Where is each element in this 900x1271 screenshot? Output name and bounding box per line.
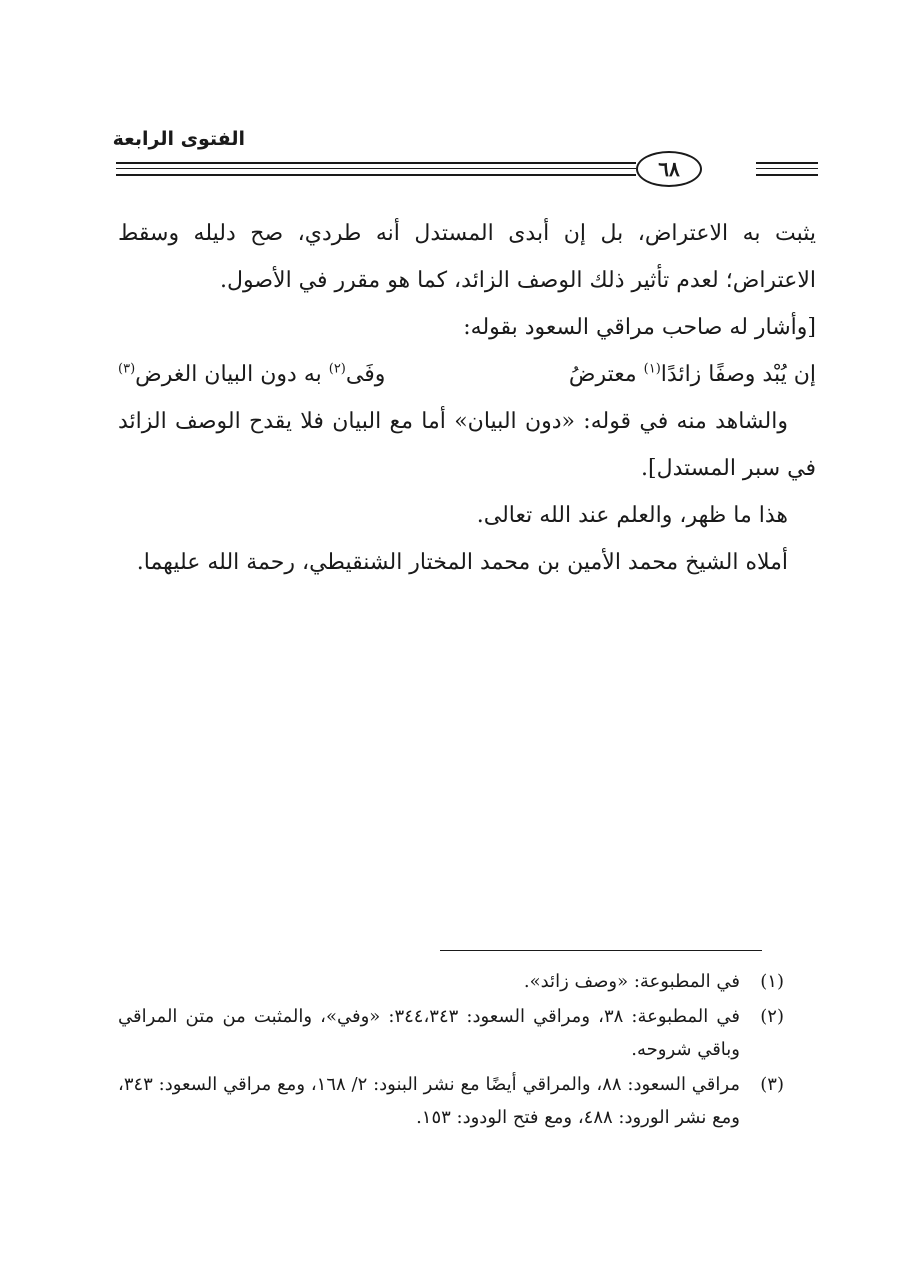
- footnote-text: مراقي السعود: ٨٨، والمراقي أيضًا مع نشر البنود: ٢/ ١٦٨، ومع مراقي السعود: ٣٤٣، ومع نشر الورود: ٤٨٨، ومع فتح الودود: ١٥٣.: [118, 1074, 740, 1128]
- verse-first-hemistich: [569, 351, 816, 398]
- footnote-number: (١): [760, 971, 784, 992]
- footnote: [118, 1068, 784, 1134]
- footnote-text: في المطبوعة: ٣٨، ومراقي السعود: ٣٤٤،٣٤٣: «وفي»، والمثبت من متن المراقي وباقي شروحه.: [118, 1006, 740, 1060]
- page-number-frame: [636, 151, 702, 187]
- verse-text: به دون البيان الغرض: [135, 362, 329, 387]
- header-rule-left-bottom: [116, 174, 636, 176]
- verse-text: وفَى: [345, 362, 386, 387]
- header-rule-top: [756, 162, 818, 164]
- paragraph: هذا ما ظهر، والعلم عند الله تعالى.: [476, 503, 788, 528]
- footnote-number: (٣): [760, 1074, 784, 1095]
- footnote-separator: [440, 950, 762, 951]
- footnote-text: في المطبوعة: «وصف زائد».: [523, 971, 740, 992]
- footnote-ref: (١): [643, 361, 661, 377]
- main-text: [118, 210, 816, 586]
- footnote: [118, 965, 784, 998]
- footnote-number: (٢): [760, 1006, 784, 1027]
- verse-line: [118, 351, 816, 398]
- paragraph: يثبت به الاعتراض، بل إن أبدى المستدل أنه طردي، صح دليله وسقط الاعتراض؛ لعدم تأثير ذلك الوصف الزائد، كما هو مقرر في الأصول.: [118, 221, 816, 293]
- running-title: الفتوى الرابعة: [112, 128, 245, 150]
- paragraph: [وأشار له صاحب مراقي السعود بقوله:: [463, 315, 816, 340]
- page-number: ٦٨: [658, 157, 680, 181]
- verse-second-hemistich: [118, 351, 385, 398]
- header-rule-bottom: [756, 174, 818, 176]
- verse-text: معترضُ: [568, 362, 644, 387]
- header-rule-left-top: [116, 162, 636, 164]
- footnote: [118, 1000, 784, 1066]
- footnote-ref: (٢): [328, 361, 346, 377]
- paragraph: أملاه الشيخ محمد الأمين بن محمد المختار الشنقيطي، رحمة الله عليهما.: [136, 550, 788, 575]
- footnotes: [118, 965, 784, 1136]
- footnote-ref: (٣): [118, 361, 136, 377]
- paragraph: والشاهد منه في قوله: «دون البيان» أما مع البيان فلا يقدح الوصف الزائد في سبر المستدل].: [118, 409, 816, 481]
- verse-text: إن يُبْد وصفًا زائدًا: [660, 362, 816, 387]
- header-rule-mid: [756, 168, 818, 169]
- header-rule-left-mid: [116, 168, 636, 169]
